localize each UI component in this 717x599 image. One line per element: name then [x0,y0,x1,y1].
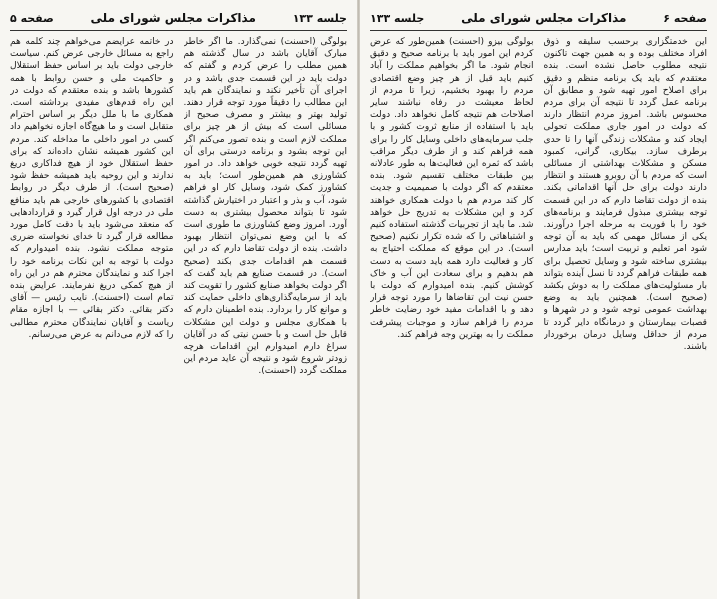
right-page-title: مذاکرات مجلس شورای ملی [461,11,627,25]
left-page [0,0,357,599]
left-page-column-left: در خاتمه عرایضم می‌خواهم چند کلمه هم راجع به مسائل خارجی عرض کنم. سیاست خارجی دولت باید بر اساس حفظ استقلال و حاکمیت ملی و حسن روابط با همه کشورها باشد و بنده معتقدم که دولت در این راه قدم‌های مفیدی برداشته است. همکاری ما با ملل دیگر بر اساس احترام متقابل است و ما هیچ‌گاه اجازه نخواهیم داد کسی در امور داخلی ما مداخله کند. مردم این کشور همیشه نشان داده‌اند که برای حفظ استقلال خود از هیچ فداکاری دریغ ندارند و این روحیه باید همیشه حفظ شود (صحیح است). از طرف دیگر در روابط اقتصادی با کشورهای خارجی هم باید منافع ملی در درجه اول قرار گیرد و قراردادهایی که منعقد می‌شود باید با دقت کامل مورد مطالعه قرار گیرد تا خدای نخواسته ضرری متوجه مملکت نشود. بنده امیدوارم که دولت با توجه به این نکات برنامه خود را اجرا کند و نمایندگان محترم هم در این راه از هیچ کمکی دریغ نفرمایند. عرایض بنده تمام است (احسنت). نایب رئیس — آقای دکتر بقائی. دکتر بقائی — با اجازه مقام ریاست و آقایان نمایندگان محترم مطالبی را که لازم می‌دانم به عرض می‌رسانم. [10,37,174,340]
left-page-header [10,6,347,31]
left-session-number: جلسه ۱۳۳ [292,11,347,25]
right-page-column-left: بولوگی بیزو (احسنت) همین‌طور که عرض کردم این امور باید با برنامه صحیح و دقیق انجام شود. ما اگر بخواهیم مملکت را آباد کنیم باید قبل از هر چیز وضع اقتصادی مردم را بهبود بخشیم، زیرا تا مردم از لحاظ معیشت در رفاه نباشند سایر اصلاحات هم نتیجه کامل نخواهد داد. دولت باید با استفاده از منابع ثروت کشور و با جلب سرمایه‌های داخلی وسایل کار را برای همه فراهم کند و از طرف دیگر مراقب باشد که ثمره این فعالیت‌ها به طور عادلانه بین طبقات مختلف تقسیم شود. بنده معتقدم که اگر دولت با صمیمیت و جدیت کار کند مردم هم با دولت همکاری خواهند کرد و این مشکلات به تدریج حل خواهد شد. ما باید از تجربیات گذشته استفاده کنیم و اشتباهاتی را که شده تکرار نکنیم (صحیح است). در این موقع که مملکت احتیاج به کار و فعالیت دارد همه باید دست به دست هم بدهیم و برای سعادت این آب و خاک کوشش کنیم. بنده امیدوارم که دولت با حسن نیت این تقاضاها را مورد توجه قرار دهد و با اقدامات مفید خود رضایت خاطر مردم را فراهم سازد و موجبات پیشرفت مملکت را به بهترین وجه فراهم کند. [370,37,534,340]
left-page-number: صفحه ۵ [10,11,54,25]
right-session-number: جلسه ۱۳۳ [370,11,425,25]
left-page-title: مذاکرات مجلس شورای ملی [90,11,256,25]
left-page-columns [10,36,347,591]
right-page-columns [370,36,707,591]
right-page [360,0,717,599]
right-page-column-right: این خدمتگزاری برحسب سلیقه و ذوق افراد مختلف بوده و به همین جهت تاکنون نتیجه مطلوب حاصل نشده است. بنده معتقدم که باید یک برنامه منظم و دقیق برای اصلاح امور تهیه شود و مطابق آن برنامه عمل گردد تا نتیجه آن برای مردم محسوس باشد. امروز مردم انتظار دارند که دولت در امور جاری مملکت تحولی ایجاد کند و مشکلات زندگی آنها را تا حدی برطرف سازد. بیکاری، گرانی، کمبود مسکن و مشکلات بهداشتی از مسائلی است که مردم با آن روبرو هستند و انتظار دارند دولت برای حل آنها اقداماتی بکند. بنده از دولت تقاضا دارم که در این قسمت توجه بیشتری مبذول فرمایند و برنامه‌های خود را با فوریت به مرحله اجرا درآورند. یکی از مسائل مهمی که باید به آن توجه شود امر تعلیم و تربیت است؛ باید مدارس بیشتری ساخته شود و وسایل تحصیل برای همه طبقات فراهم گردد تا نسل آینده بتواند بار مسئولیت‌های مملکت را به دوش بکشد (صحیح است). همچنین باید به وضع بهداشت عمومی توجه شود و در شهرها و قصبات بیمارستان و درمانگاه دایر گردد تا مردم از حداقل وسایل درمان برخوردار باشند. [543,37,707,353]
left-page-column-right: بولوگی (احسنت) نمی‌گذارد. ما اگر خاطر مبارک آقایان باشد در سال گذشته هم همین مطلب را عرض کردم و گفتم که دولت باید در این قسمت جدی باشد و در اجرای آن تأخیر نکند و نمایندگان هم باید این مطالب را دقیقاً مورد توجه قرار دهند. تولید بهتر و بیشتر و مصرف صحیح از مسائلی است که بیش از هر چیز برای مملکت لازم است و بنده تصور می‌کنم اگر این توجه بشود و برنامه درستی برای آن تهیه گردد نتیجه خوبی خواهد داد. در امور کشاورزی هم همین‌طور است؛ باید به کشاورز کمک شود، وسایل کار او فراهم شود، آب و بذر و اعتبار در اختیارش گذاشته شود تا بتواند محصول بیشتری به دست آورد. امروز وضع کشاورزی ما طوری است که با این وضع نمی‌توان انتظار بهبود داشت. بنده از دولت تقاضا دارم که در این قسمت هم اقدامات جدی بکند (صحیح است). در قسمت صنایع هم باید گفت که اگر دولت بخواهد صنایع کشور را تقویت کند باید از سرمایه‌گذاری‌های داخلی حمایت کند و موانع کار را بردارد. بنده اطمینان دارم که با همکاری مجلس و دولت این مشکلات قابل حل است و با حسن نیتی که در آقایان سراغ دارم امیدوارم این اقدامات هرچه زودتر شروع شود و نتیجه آن عاید مردم این مملکت گردد (احسنت). [183,37,347,377]
right-page-number: صفحه ۶ [663,11,707,25]
right-page-header [370,6,707,31]
